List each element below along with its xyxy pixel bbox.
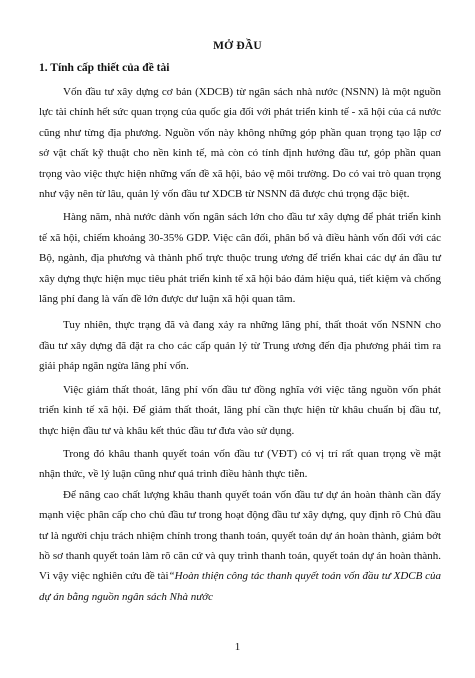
document-title: MỞ ĐẦU bbox=[213, 40, 262, 52]
paragraph-4: Việc giảm thất thoát, lãng phí vốn đầu tư đồng nghĩa với việc tăng nguồn vốn phát triển kinh tế xã hội. Để giảm thất thoát, lãng phí cần thực hiện từ khâu chuẩn bị đầu tư, thực hiện đầu tư và khâu kết thúc đầu tư đưa vào sử dụng. bbox=[39, 383, 441, 437]
paragraph-5: Trong đó khâu thanh quyết toán vốn đầu tư (VĐT) có vị trí rất quan trọng về mặt nhận thức, về lý luận cũng như quá trình điều hành thực tiễn. bbox=[39, 447, 441, 481]
paragraph-2: Hàng năm, nhà nước dành vốn ngân sách lớn cho đầu tư xây dựng để phát triển kinh tế xã hội, chiếm khoảng 30-35% GDP. Việc cân đối, phân bổ và điều hành vốn đối với các Bộ, ngành, địa phương và thành phố trực thuộc trung ương để triển khai các dự án đầu tư xây dựng thực hiện mục tiêu phát triển kinh tế xã hội bảo đảm hiệu quả, tiết kiệm và chống lãng phí đang là vấn đề lớn được dư luận xã hội quan tâm. bbox=[39, 211, 441, 306]
section-heading: 1. Tính cấp thiết của đề tài bbox=[39, 62, 170, 74]
paragraph-6-text: Để nâng cao chất lượng khâu thanh quyết toán vốn đầu tư dự án hoàn thành cần đẩy mạnh việc phân cấp cho chủ đầu tư trong hoạt động đầu tư xây dựng, quy định rõ Chủ đầu tư là người chịu trách nhiệm chính trong thanh toán, quyết toán dự án hoàn thành, giảm bớt hồ sơ thanh quyết toán làm rõ căn cứ và quy trình thanh toán, quyết toán dự án hoàn thành. Vì vậy việc nghiên cứu đề tài bbox=[39, 488, 441, 583]
document-body bbox=[39, 82, 441, 607]
paragraph-3: Tuy nhiên, thực trạng đã và đang xảy ra những lãng phí, thất thoát vốn NSNN cho đầu tư xây dựng đã đặt ra cho các cấp quản lý từ Trung ương đến địa phương phải tìm ra giải pháp ngăn ngừa lãng phí vốn. bbox=[39, 319, 441, 373]
page-number: 1 bbox=[234, 641, 241, 653]
paragraph-6 bbox=[39, 485, 441, 607]
paragraph-1: Vốn đầu tư xây dựng cơ bản (XDCB) từ ngân sách nhà nước (NSNN) là một nguồn lực tài chính hết sức quan trọng của quốc gia đối với phát triển kinh tế - xã hội của cả nước cũng như từng địa phương. Nguồn vốn này không những góp phần quan trọng tạo lập cơ sở vật chất kỹ thuật cho nền kinh tế, mà còn có tính định hướng đầu tư, góp phần quan trọng vào việc thực hiện những vấn đề xã hội, bảo vệ môi trường. Do có vai trò quan trọng như vậy nên từ lâu, quản lý vốn đầu tư XDCB từ NSNN đã được chú trọng đặc biệt. bbox=[39, 86, 441, 201]
paragraph-6-italic-title: “Hoàn thiện công tác thanh quyết toán vốn đầu tư XDCB của dự án bằng nguồn ngân sách Nhà nước bbox=[39, 570, 441, 603]
